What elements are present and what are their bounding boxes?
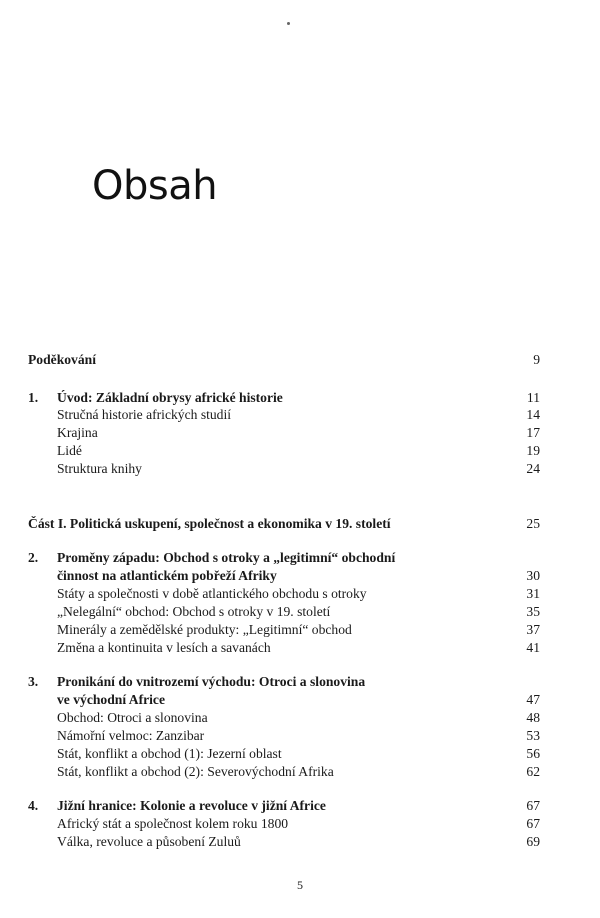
entry-page-number: 11 bbox=[526, 390, 540, 405]
entry-title: Jižní hranice: Kolonie a revoluce v jižní Africe bbox=[57, 798, 326, 813]
entry-title: činnost na atlantickém pobřeží Afriky bbox=[57, 568, 277, 583]
entry-page-number: 56 bbox=[526, 746, 540, 761]
toc-entry bbox=[0, 389, 600, 407]
toc-entry bbox=[0, 639, 600, 657]
toc-entry bbox=[0, 442, 600, 460]
toc-entry bbox=[0, 709, 600, 727]
entry-page-number: 25 bbox=[526, 516, 540, 531]
entry-title: Státy a společnosti v době atlantického obchodu s otroky bbox=[57, 586, 367, 601]
entry-page-number: 53 bbox=[526, 728, 540, 743]
entry-title: Poděkování bbox=[28, 352, 96, 367]
chapter-number: 4. bbox=[28, 798, 39, 813]
toc-entry bbox=[0, 763, 600, 781]
entry-title: Stát, konflikt a obchod (2): Severovýchodní Afrika bbox=[57, 764, 334, 779]
toc-entry bbox=[0, 797, 600, 815]
entry-title: Pronikání do vnitrozemí východu: Otroci a slonovina bbox=[57, 674, 366, 689]
toc-entry bbox=[0, 621, 600, 639]
entry-page-number: 48 bbox=[526, 710, 540, 725]
page-number: 5 bbox=[297, 878, 303, 892]
toc-entry bbox=[0, 745, 600, 763]
entry-page-number: 19 bbox=[526, 443, 540, 458]
entry-title: Válka, revoluce a působení Zuluů bbox=[57, 834, 241, 849]
toc-entry bbox=[0, 727, 600, 745]
entry-page-number: 69 bbox=[526, 834, 540, 849]
entry-title: Část I. Politická uskupení, společnost a ekonomika v 19. století bbox=[28, 516, 391, 531]
entry-page-number: 47 bbox=[526, 692, 540, 707]
toc-entry bbox=[0, 515, 600, 533]
entry-page-number: 14 bbox=[526, 407, 540, 422]
toc-entry bbox=[0, 673, 600, 691]
entry-title: ve východní Africe bbox=[57, 692, 165, 707]
toc-entry bbox=[0, 603, 600, 621]
toc-entry bbox=[0, 833, 600, 851]
toc-entry bbox=[0, 460, 600, 478]
entry-page-number: 17 bbox=[526, 425, 540, 440]
entry-page-number: 24 bbox=[526, 461, 540, 476]
entry-page-number: 9 bbox=[533, 352, 540, 367]
toc-entry bbox=[0, 351, 600, 369]
toc-entry bbox=[0, 424, 600, 442]
toc-entry bbox=[0, 549, 600, 567]
entry-title: Úvod: Základní obrysy africké historie bbox=[57, 390, 283, 405]
entry-title: Námořní velmoc: Zanzibar bbox=[57, 728, 205, 743]
entry-page-number: 41 bbox=[526, 640, 540, 655]
entry-page-number: 31 bbox=[526, 586, 540, 601]
entry-title: Africký stát a společnost kolem roku 1800 bbox=[57, 816, 289, 831]
entry-title: Minerály a zemědělské produkty: „Legitimní“ obchod bbox=[57, 622, 352, 637]
entry-page-number: 30 bbox=[526, 568, 540, 583]
entry-title: „Nelegální“ obchod: Obchod s otroky v 19. století bbox=[57, 604, 331, 619]
entry-page-number: 62 bbox=[526, 764, 540, 779]
chapter-number: 1. bbox=[28, 390, 39, 405]
toc-entry bbox=[0, 691, 600, 709]
entry-page-number: 67 bbox=[526, 798, 540, 813]
entry-page-number: 67 bbox=[526, 816, 540, 831]
entry-title: Proměny západu: Obchod s otroky a „legitimní“ obchodní bbox=[57, 550, 396, 565]
entry-title: Změna a kontinuita v lesích a savanách bbox=[57, 640, 271, 655]
entry-title: Lidé bbox=[57, 443, 82, 458]
print-speck bbox=[287, 22, 290, 25]
toc-entry bbox=[0, 406, 600, 424]
entry-title: Stručná historie afrických studií bbox=[57, 407, 232, 422]
chapter-number: 3. bbox=[28, 674, 39, 689]
toc-entry bbox=[0, 585, 600, 603]
toc-entry bbox=[0, 815, 600, 833]
page-title: Obsah bbox=[92, 163, 218, 209]
entry-page-number: 35 bbox=[526, 604, 540, 619]
entry-page-number: 37 bbox=[526, 622, 540, 637]
entry-title: Struktura knihy bbox=[57, 461, 142, 476]
toc-entry bbox=[0, 567, 600, 585]
entry-title: Obchod: Otroci a slonovina bbox=[57, 710, 208, 725]
entry-title: Stát, konflikt a obchod (1): Jezerní oblast bbox=[57, 746, 282, 761]
entry-title: Krajina bbox=[57, 425, 98, 440]
chapter-number: 2. bbox=[28, 550, 39, 565]
